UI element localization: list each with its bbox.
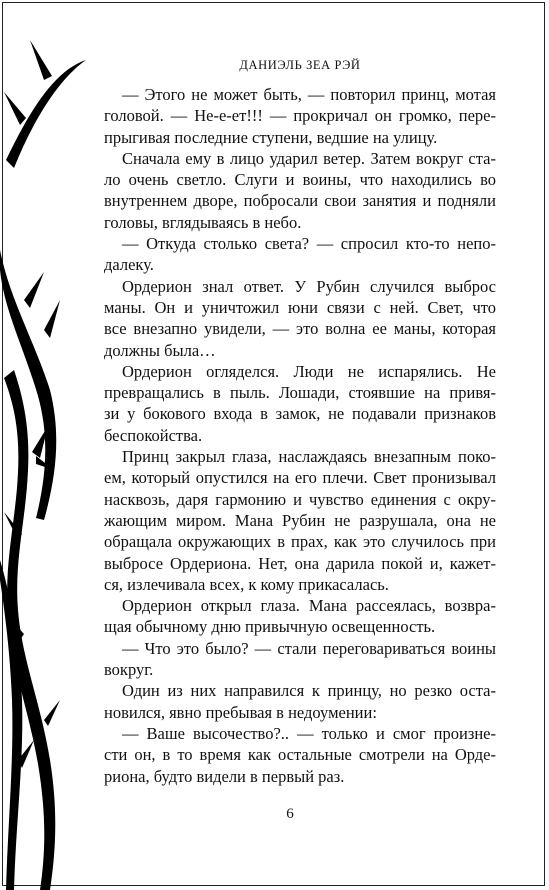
- body-text: [104, 84, 496, 787]
- text-line: обращала окружающих в прах, как это случилось при: [104, 532, 496, 552]
- text-line: Сначала ему в лицо ударил ветер. Затем вокруг ста-: [122, 148, 496, 168]
- text-line: сти он, в то время как остальные смотрели на Орде-: [104, 745, 496, 765]
- text-line: насквозь, даря гармонию и чувство единения с окру-: [104, 489, 496, 509]
- text-line: маны. Он и уничтожил юни связи с ней. Свет, что: [104, 297, 496, 317]
- text-line: новился, явно пребывая в недоумении:: [104, 702, 377, 722]
- text-line: Принц закрыл глаза, наслаждаясь внезапным поко-: [122, 447, 496, 467]
- text-line: Ордерион открыл глаза. Мана рассеялась, возвра-: [122, 596, 496, 616]
- text-line: — Что это было? — стали переговариваться воины: [122, 638, 496, 658]
- text-line: — Этого не может быть, — повторил принц, мотая: [122, 85, 496, 104]
- text-line: Один из них направился к принцу, но резко оста-: [122, 681, 496, 701]
- text-line: — Ваше высочество?.. — только и смог произне-: [122, 723, 496, 743]
- text-line: головы, вглядываясь в небо.: [104, 212, 302, 232]
- text-line: — Откуда столько света? — спросил кто-то непо-: [122, 234, 496, 254]
- text-line: головой. — Не-е-ет!!! — прокричал он громко, пере-: [104, 106, 496, 126]
- text-line: Ордерион знал ответ. У Рубин случился выброс: [122, 276, 496, 296]
- text-line: ло очень светло. Слуги и воины, что находились во: [104, 170, 496, 190]
- text-line: превращались в пыль. Лошади, стоявшие на привя-: [104, 383, 496, 403]
- text-line: должны была…: [104, 340, 216, 360]
- text-line: далеку.: [104, 255, 154, 275]
- text-line: щая обычному дню привычную освещенность.: [104, 617, 436, 637]
- text-line: жающим миром. Мана Рубин не разрушала, она не: [104, 510, 496, 530]
- text-line: Ордерион огляделся. Люди не испарялись. Не: [122, 361, 496, 381]
- text-line: вокруг.: [104, 660, 154, 680]
- text-line: прыгивая последние ступени, ведшие на улицу.: [104, 127, 438, 147]
- running-head: ДАНИЭЛЬ ЗЕА РЭЙ: [239, 58, 361, 72]
- text-line: ся, излечивала всех, к кому прикасалась.: [104, 574, 389, 594]
- text-line: беспокойства.: [104, 425, 203, 445]
- text-line: риона, будто видели в первый раз.: [104, 766, 345, 786]
- text-line: выбросе Ордериона. Нет, она дарила покой и, кажет-: [104, 553, 496, 573]
- text-line: внутреннем дворе, побросали свои занятия и подняли: [104, 191, 496, 211]
- text-line: ем, который опустился на его плечи. Свет пронизывал: [104, 468, 496, 488]
- page-number: 6: [286, 806, 294, 822]
- text-line: все внезапно увидели, — это волна ее маны, которая: [104, 319, 496, 339]
- text-line: зи у бокового входа в замок, не подавали признаков: [104, 404, 496, 424]
